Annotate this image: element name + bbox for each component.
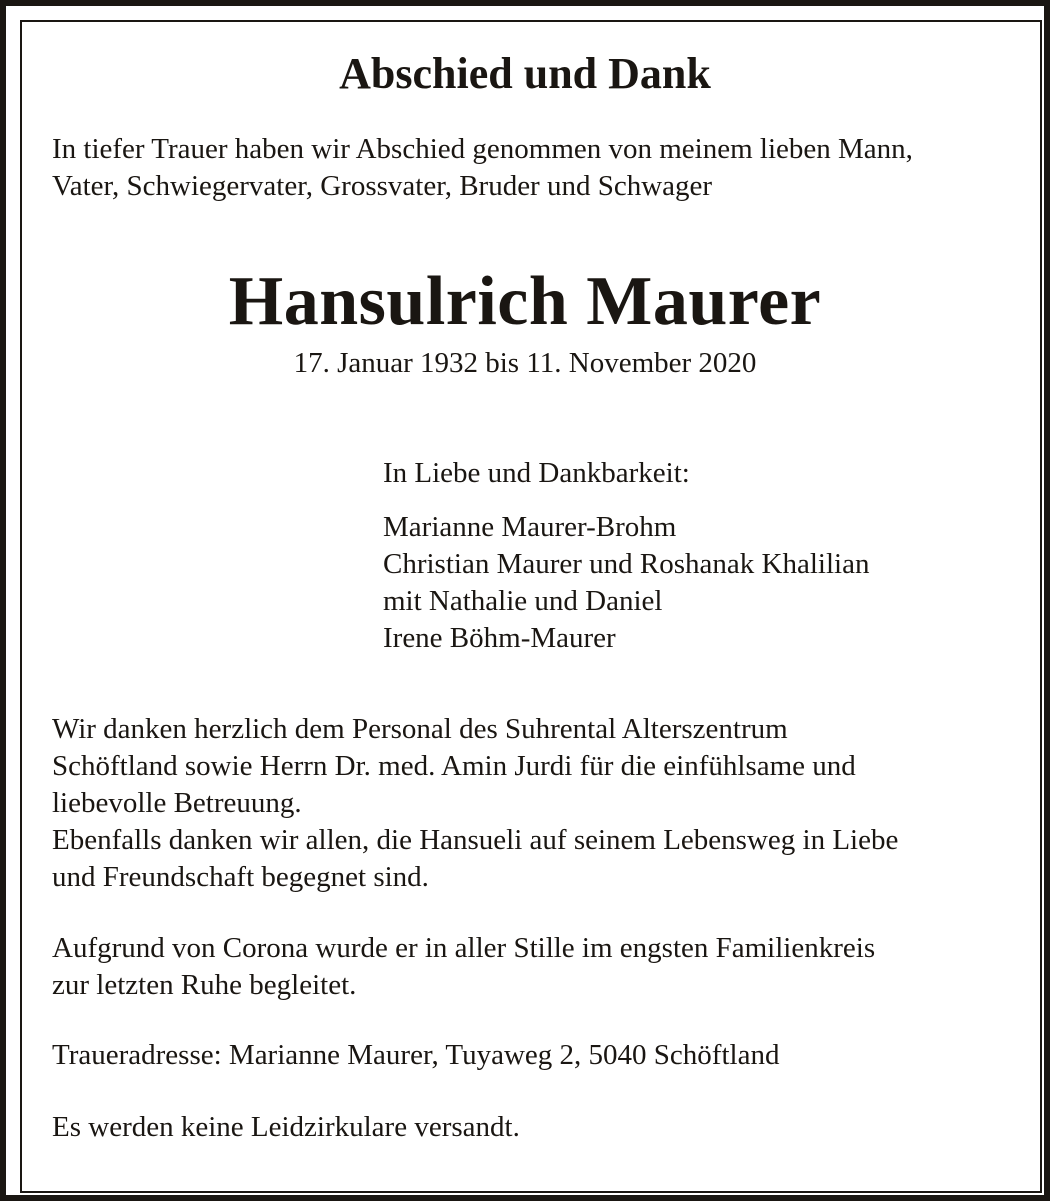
thanks-paragraph <box>52 711 898 896</box>
intro-paragraph <box>52 131 913 205</box>
notice-heading: Abschied und Dank <box>339 49 711 98</box>
corona-line: Aufgrund von Corona wurde er in aller Stille im engsten Familienkreis <box>52 932 876 964</box>
intro-line: Vater, Schwiegervater, Grossvater, Bruder und Schwager <box>52 170 713 202</box>
corona-line: zur letzten Ruhe begleitet. <box>52 969 357 1001</box>
mourner-item: Marianne Maurer-Brohm <box>383 511 677 543</box>
intro-line: In tiefer Trauer haben wir Abschied genommen von meinem lieben Mann, <box>52 133 913 165</box>
life-dates: 17. Januar 1932 bis 11. November 2020 <box>293 347 757 379</box>
mourners-list <box>383 509 869 657</box>
thanks-line: Ebenfalls danken wir allen, die Hansueli auf seinem Lebensweg in Liebe <box>52 824 899 856</box>
deceased-name: Hansulrich Maurer <box>228 263 822 340</box>
thanks-line: Schöftland sowie Herrn Dr. med. Amin Jurdi für die einfühlsame und <box>52 750 856 782</box>
thanks-line: liebevolle Betreuung. <box>52 787 302 819</box>
mourner-item: Christian Maurer und Roshanak Khalilian <box>383 548 870 580</box>
thanks-line: Wir danken herzlich dem Personal des Suhrental Alterszentrum <box>52 713 788 745</box>
corona-paragraph <box>52 930 875 1004</box>
mourners-intro: In Liebe und Dankbarkeit: <box>383 457 690 489</box>
mourning-address: Traueradresse: Marianne Maurer, Tuyaweg 2, 5040 Schöftland <box>52 1039 780 1071</box>
thanks-line: und Freundschaft begegnet sind. <box>52 861 429 893</box>
closing-note: Es werden keine Leidzirkulare versandt. <box>52 1111 520 1143</box>
mourner-item: Irene Böhm-Maurer <box>383 622 616 654</box>
mourner-item: mit Nathalie und Daniel <box>383 585 663 617</box>
